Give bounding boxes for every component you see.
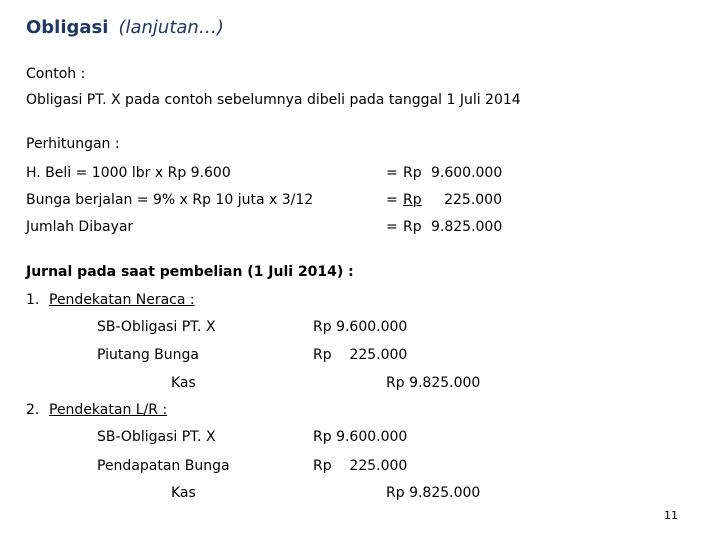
calc-label-purchase: H. Beli = 1000 lbr x Rp 9.600 xyxy=(26,165,231,181)
journal-heading: Jurnal pada saat pembelian (1 Juli 2014) : xyxy=(26,264,354,280)
calculation-heading: Perhitungan : xyxy=(26,136,120,152)
example-heading: Contoh : xyxy=(26,66,86,82)
journal-credit-amount: Rp 9.825.000 xyxy=(386,375,481,391)
journal-credit-account: Kas xyxy=(171,485,196,501)
calc-amount-total: 9.825.000 xyxy=(431,219,503,235)
journal-debit-amount: Rp 9.600.000 xyxy=(313,429,408,445)
journal-credit-account: Pendapatan Bunga xyxy=(97,458,230,474)
journal-credit-amount: Rp 225.000 xyxy=(313,458,408,474)
approach-number: 1. xyxy=(26,292,40,308)
calc-currency: Rp xyxy=(403,192,422,208)
calc-label-total: Jumlah Dibayar xyxy=(26,219,134,235)
calc-equals: = xyxy=(386,192,398,208)
approach-number: 2. xyxy=(26,402,40,418)
page-number: 11 xyxy=(664,509,678,522)
journal-debit-account: SB-Obligasi PT. X xyxy=(97,429,216,445)
title-main: Obligasi xyxy=(26,17,109,38)
calc-amount-purchase: 9.600.000 xyxy=(431,165,503,181)
calc-equals: = xyxy=(386,219,398,235)
page-title xyxy=(26,17,224,38)
calc-subtotal-underlined xyxy=(403,192,502,208)
journal-debit-amount: Rp 225.000 xyxy=(313,347,408,363)
calc-equals: = xyxy=(386,165,398,181)
calc-currency: Rp xyxy=(403,165,422,181)
approach-title-income-statement: Pendekatan L/R : xyxy=(49,402,168,418)
calc-label-accrued-interest: Bunga berjalan = 9% x Rp 10 juta x 3/12 xyxy=(26,192,314,208)
journal-credit-account: Kas xyxy=(171,375,196,391)
journal-credit-amount: Rp 9.825.000 xyxy=(386,485,481,501)
calc-currency: Rp xyxy=(403,219,422,235)
journal-debit-amount: Rp 9.600.000 xyxy=(313,319,408,335)
calc-amount-accrued-interest: 225.000 xyxy=(444,192,502,208)
journal-debit-account: Piutang Bunga xyxy=(97,347,199,363)
title-subtitle: (lanjutan…) xyxy=(118,17,224,38)
journal-debit-account: SB-Obligasi PT. X xyxy=(97,319,216,335)
example-text: Obligasi PT. X pada contoh sebelumnya dibeli pada tanggal 1 Juli 2014 xyxy=(26,92,521,108)
approach-title-balance-sheet: Pendekatan Neraca : xyxy=(49,292,195,308)
